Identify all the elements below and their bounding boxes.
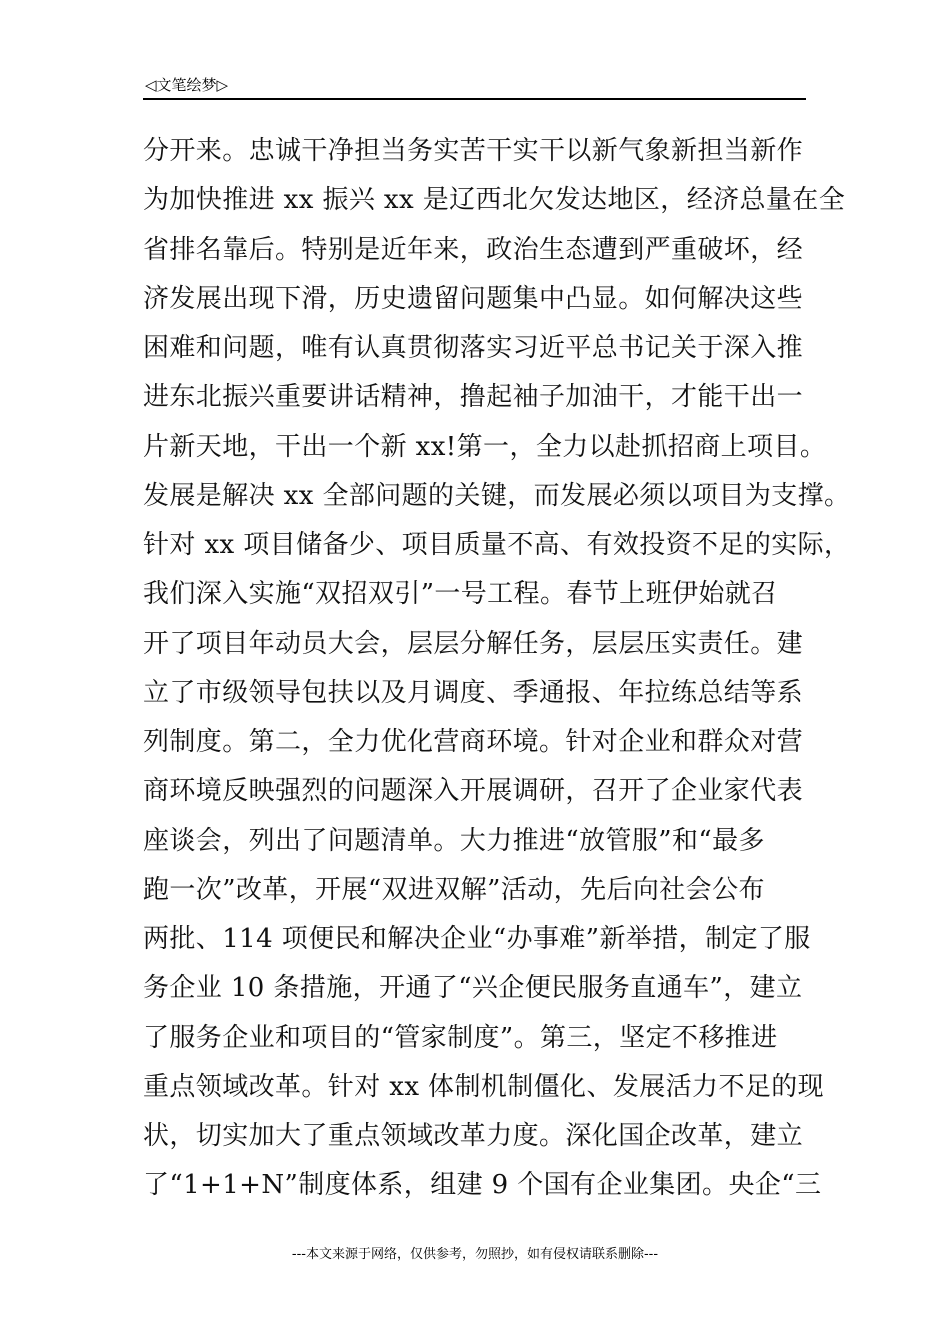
text-line: 我们深入实施“双招双引”一号工程。春节上班伊始就召	[143, 579, 778, 610]
header-brand: ◁文笔绘梦▷	[145, 76, 229, 94]
text-line: 立了市级领导包扶以及月调度、季通报、年拉练总结等系	[143, 677, 804, 708]
text-line: 商环境反映强烈的问题深入开展调研，召开了企业家代表	[143, 776, 804, 807]
footer-disclaimer: ---本文来源于网络，仅供参考，勿照抄，如有侵权请联系删除---	[291, 1247, 659, 1262]
text-line: 重点领域改革。针对 xx 体制机制僵化、发展活力不足的现	[143, 1071, 825, 1102]
text-line: 济发展出现下滑，历史遗留问题集中凸显。如何解决这些	[143, 283, 804, 314]
text-line: 列制度。第二，全力优化营商环境。针对企业和群众对营	[143, 727, 804, 757]
document-body	[143, 127, 851, 1211]
text-line: 为加快推进 xx 振兴 xx 是辽西北欠发达地区，经济总量在全	[143, 185, 846, 216]
text-line: 针对 xx 项目储备少、项目质量不高、有效投资不足的实际，	[143, 530, 851, 560]
text-line: 分开来。忠诚干净担当务实苦干实干以新气象新担当新作	[143, 136, 804, 166]
text-line: 省排名靠后。特别是近年来，政治生态遭到严重破坏，经	[143, 234, 804, 265]
text-line: 了“1+1+N”制度体系，组建 9 个国有企业集团。央企“三	[143, 1170, 822, 1201]
page-header	[143, 74, 806, 100]
text-line: 务企业 10 条措施，开通了“兴企便民服务直通车”，建立	[143, 973, 803, 1004]
text-line: 状，切实加大了重点领域改革力度。深化国企改革，建立	[143, 1121, 804, 1151]
text-line: 发展是解决 xx 全部问题的关键，而发展必须以项目为支撑。	[143, 480, 851, 511]
text-line: 跑一次”改革，开展“双进双解”活动，先后向社会公布	[143, 874, 765, 905]
text-line: 进东北振兴重要讲话精神，撸起袖子加油干，才能干出一	[143, 382, 804, 413]
text-line: 开了项目年动员大会，层层分解任务，层层压实责任。建	[143, 628, 804, 659]
text-line: 两批、114 项便民和解决企业“办事难”新举措，制定了服	[143, 924, 811, 954]
text-line: 困难和问题，唯有认真贯彻落实习近平总书记关于深入推	[143, 333, 804, 363]
text-line: 片新天地，干出一个新 xx!第一，全力以赴抓招商上项目。	[143, 431, 827, 462]
text-line: 座谈会，列出了问题清单。大力推进“放管服”和“最多	[143, 825, 765, 856]
text-line: 了服务企业和项目的“管家制度”。第三，坚定不移推进	[143, 1022, 778, 1053]
